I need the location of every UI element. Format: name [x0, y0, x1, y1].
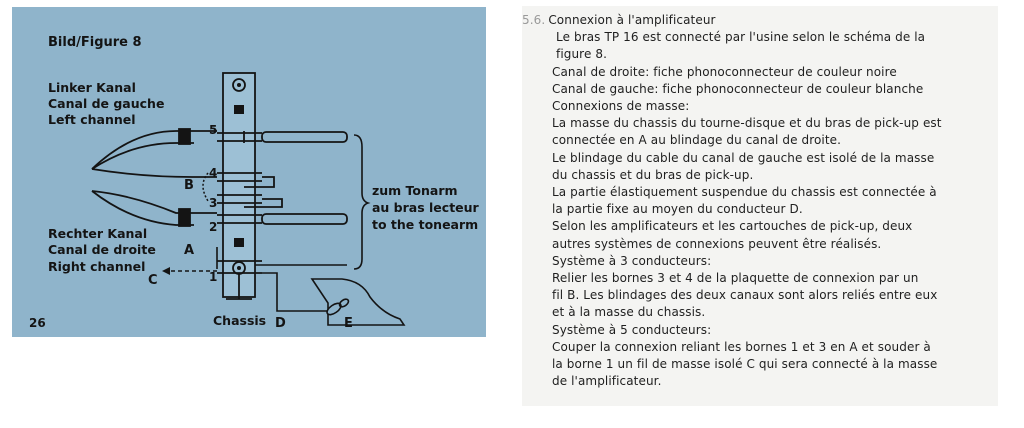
text-line: Système à 3 conducteurs:: [552, 253, 712, 268]
text-line: La masse du chassis du tourne-disque et du bras de pick-up est: [552, 116, 942, 131]
tonearm-brace: [354, 135, 368, 269]
text-line: autres systèmes de connexions peuvent être réalisés.: [552, 236, 882, 251]
text-line: Canal de gauche: fiche phonoconnecteur de couleur blanche: [552, 81, 924, 96]
text-line: la partie fixe au moyen du conducteur D.: [552, 202, 803, 217]
document-text: [522, 12, 997, 390]
page-number: 26: [29, 316, 46, 330]
arrow-left-icon: [162, 267, 170, 275]
text-line: figure 8.: [556, 47, 607, 62]
right-channel-label-fr: Canal de droite: [48, 242, 156, 257]
figure-title: Bild/Figure 8: [48, 35, 142, 50]
text-line: fil B. Les blindages des deux canaux sont alors reliés entre eux: [552, 288, 938, 303]
text-line: de l'amplificateur.: [552, 374, 662, 389]
text-line: Connexions de masse:: [552, 99, 690, 114]
tonearm-label-de: zum Tonarm: [372, 183, 458, 198]
left-channel-label-en: Left channel: [48, 112, 136, 127]
text-line: Relier les bornes 3 et 4 de la plaquette de connexion par un: [552, 271, 919, 286]
text-line: la borne 1 un fil de masse isolé C qui sera connecté à la masse: [552, 357, 938, 372]
text-line: connectée en A au blindage du canal de droite.: [552, 133, 842, 148]
section-title: Connexion à l'amplificateur: [548, 13, 716, 27]
tonearm-label-en: to the tonearm: [372, 217, 479, 232]
label-c: C: [148, 273, 158, 288]
label-b: B: [184, 178, 194, 193]
wiring-diagram: [12, 7, 486, 337]
figure-8-diagram: [12, 7, 486, 337]
left-channel-cable: [92, 129, 347, 187]
label-a: A: [184, 243, 195, 258]
right-channel-label-en: Right channel: [48, 259, 146, 274]
text-line: du chassis et du bras de pick-up.: [552, 167, 754, 182]
right-channel-label-de: Rechter Kanal: [48, 226, 148, 241]
left-channel-label-de: Linker Kanal: [48, 80, 136, 95]
terminal-3-label: 3: [209, 196, 218, 210]
text-line: et à la masse du chassis.: [552, 305, 706, 320]
terminal-4-label: 4: [209, 166, 218, 180]
label-d: D: [275, 316, 286, 331]
terminal-5-label: 5: [209, 123, 218, 137]
tonearm-label-fr: au bras lecteur: [372, 200, 479, 215]
left-channel-label-fr: Canal de gauche: [48, 96, 165, 111]
terminal-1-label: 1: [209, 270, 218, 284]
terminal-strip: [223, 73, 255, 297]
text-line: Couper la connexion reliant les bornes 1 et 3 en A et souder à: [552, 339, 931, 354]
chassis-label: Chassis: [213, 313, 267, 328]
terminal-2-label: 2: [209, 220, 218, 234]
text-line: Système à 5 conducteurs:: [552, 322, 712, 337]
turntable-chassis-part: [312, 279, 404, 325]
label-e: E: [344, 316, 353, 331]
text-line: Selon les amplificateurs et les cartouches de pick-up, deux: [552, 219, 913, 234]
text-line: Le blindage du cable du canal de gauche est isolé de la masse: [552, 150, 935, 165]
section-number: 5.6.: [522, 13, 546, 27]
section-heading: [522, 12, 997, 29]
text-line: La partie élastiquement suspendue du chassis est connectée à: [552, 185, 937, 200]
text-line: Canal de droite: fiche phonoconnecteur de couleur noire: [552, 64, 897, 79]
text-line: Le bras TP 16 est connecté par l'usine selon le schéma de la: [556, 30, 926, 45]
